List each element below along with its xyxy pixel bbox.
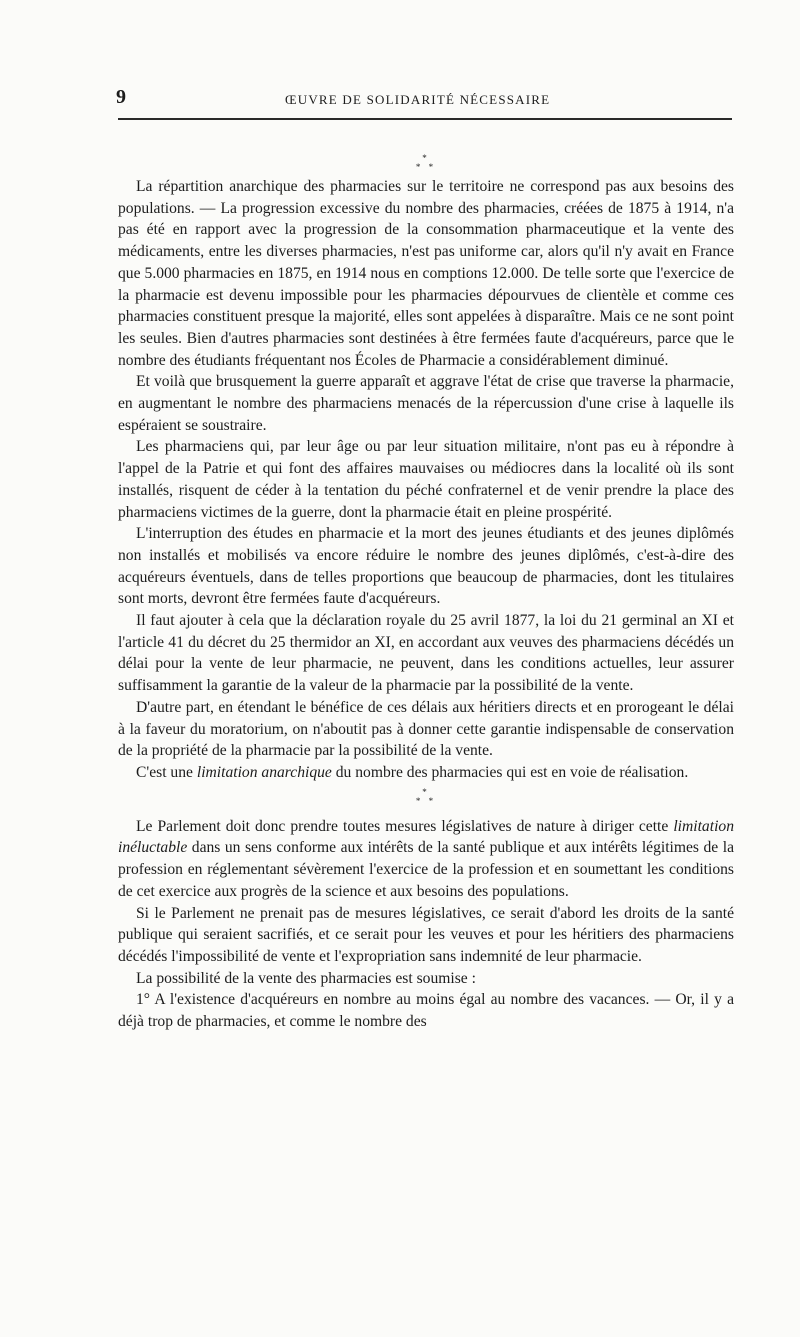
asterism: * * * — [415, 153, 437, 172]
emphasis: limitation inéluctable — [118, 817, 734, 857]
body-text — [118, 140, 734, 1033]
paragraph: C'est une limitation anarchique du nombre des pharmacies qui est en voie de réalisation. — [136, 763, 689, 781]
paragraph: Et voilà que brusquement la guerre apparaît et aggrave l'état de crise que traverse la pharmacie, en augmentant le nombre des pharmaciens menacés de la répercussion d'une crise à laquelle ils espéraient se soustraire. — [118, 373, 734, 434]
emphasis: limitation anarchique — [196, 763, 332, 781]
page-number: 9 — [116, 86, 126, 108]
paragraph: L'interruption des études en pharmacie et la mort des jeunes étudiants et des jeunes diplômés non installés et mobilisés va encore réduire le nombre des jeunes diplômés, c'est-à-dire des acquéreurs éventuels, dans de telles proportions que beaucoup de pharmacies, dont les titulaires sont morts, devront être fermées faute d'acquéreurs. — [118, 525, 734, 608]
paragraph: Si le Parlement ne prenait pas de mesures législatives, ce serait d'abord les droits de la santé publique qui seraient sacrifiés, et ce serait pour les veuves et pour les héritiers des pharmaciens décédés l'impossibilité de vente et l'expropriation sans indemnité de leur pharmacie. — [118, 904, 734, 965]
asterism: * * * — [415, 786, 437, 806]
paragraph: La répartition anarchique des pharmacies sur le territoire ne correspond pas aux besoins des populations. — La progression excessive du nombre des pharmacies, créées de 1875 à 1914, n'a pas été en rapport avec la progression de la consommation pharmaceutique et la vente des médicaments, entre les diverses pharmacies, n'est pas uniforme car, alors qu'il n'y avait en France que 5.000 pharmacies en 1875, en 1914 nous en comptions 12.000. De telle sorte que l'exercice de la pharmacie est devenu impossible pour les pharmacies dépourvues de clientèle et comme ces pharmacies constituent presque la majorité, elles sont appelées à disparaître. Mais ce ne sont point les seules. Bien d'autres pharmacies sont destinées à être fermées faute d'acquéreurs, parce que le nombre des étudiants fréquentant nos Écoles de Pharmacie a considérablement diminué. — [118, 178, 734, 369]
paragraph: D'autre part, en étendant le bénéfice de ces délais aux héritiers directs et en prorogeant le délai à la faveur du moratorium, on n'aboutit pas à donner cette garantie indispensable de conservation de la propriété de la pharmacie par la possibilité de la vente. — [118, 698, 734, 760]
paragraph: La possibilité de la vente des pharmacies est soumise : — [136, 969, 476, 987]
paragraph: Le Parlement doit donc prendre toutes mesures législatives de nature à diriger cette limitation inéluctable dans un sens conforme aux intérêts de la santé publique et aux intérêts légitimes de la profession en réglementant sévèrement l'exercice de la profession et en soumettant les conditions de cet exercice aux progrès de la science et aux besoins des populations. — [118, 817, 734, 900]
header-rule — [118, 118, 732, 120]
paragraph: Les pharmaciens qui, par leur âge ou par leur situation militaire, n'ont pas eu à répondre à l'appel de la Patrie et qui font des affaires mauvaises ou médiocres dans la localité où ils sont installés, risquent de céder à la tentation du péché confraternel et de venir prendre la place des pharmaciens victimes de la guerre, dont la pharmacie était en pleine prospérité. — [118, 438, 734, 521]
paragraph: Il faut ajouter à cela que la déclaration royale du 25 avril 1877, la loi du 21 germinal an XI et l'article 41 du décret du 25 thermidor an XI, en accordant aux veuves des pharmaciens décédés un délai pour la vente de leur pharmacie, ne peuvent, dans les conditions actuelles, leur assurer suffisamment la garantie de la valeur de la pharmacie par la possibilité de la vente. — [118, 612, 734, 695]
running-title: ŒUVRE DE SOLIDARITÉ NÉCESSAIRE — [285, 92, 551, 107]
paragraph: 1° A l'existence d'acquéreurs en nombre au moins égal au nombre des vacances. — Or, il y a déjà trop de pharmacies, et comme le nombre des — [118, 991, 734, 1031]
